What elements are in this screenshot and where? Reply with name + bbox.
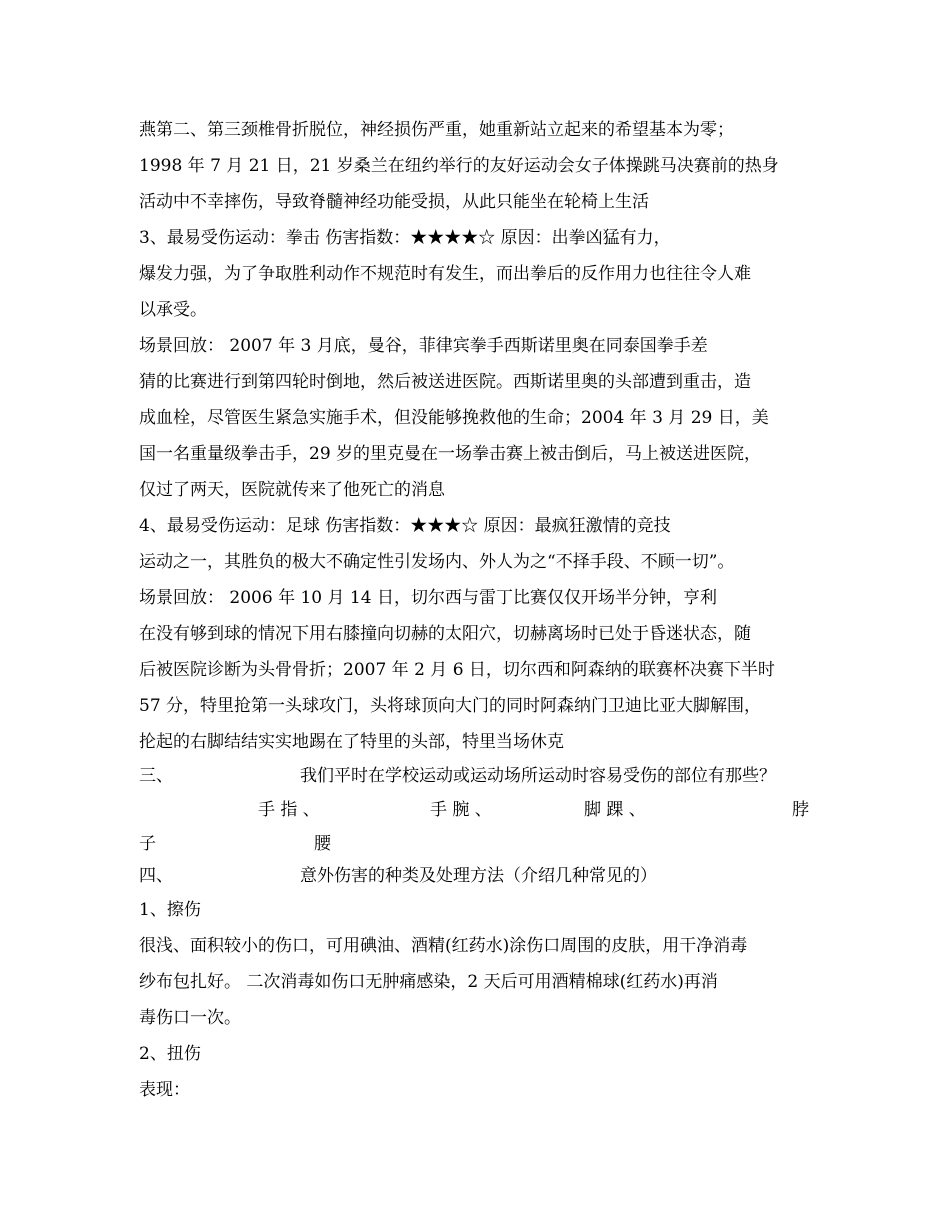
body-part-neck-start: 脖 xyxy=(792,800,809,820)
text-line: 成血栓，尽管医生紧急实施手术，但没能够挽救他的生命；2004 年 3 月 29 日，美 xyxy=(139,408,769,428)
text-line: 猜的比赛进行到第四轮时倒地，然后被送进医院。西斯诺里奥的头部遭到重击，造 xyxy=(139,372,751,392)
text-line: 3、最易受伤运动：拳击 伤害指数：★★★★☆ 原因：出拳凶猛有力， xyxy=(139,228,671,248)
text-line: 燕第二、第三颈椎骨折脱位，神经损伤严重，她重新站立起来的希望基本为零； xyxy=(139,120,734,140)
text-line: 2、扭伤 xyxy=(139,1044,201,1064)
text-line: 表现： xyxy=(139,1080,190,1100)
text-line: 毒伤口一次。 xyxy=(139,1008,241,1028)
body-part-waist: 腰 xyxy=(314,834,331,854)
text-line: 纱布包扎好。 二次消毒如伤口无肿痛感染，2 天后可用酒精棉球(红药水)再消 xyxy=(139,972,718,992)
text-line: 场景回放： 2007 年 3 月底，曼谷，菲律宾拳手西斯诺里奥在同泰国拳手差 xyxy=(139,336,708,356)
text-line: 场景回放： 2006 年 10 月 14 日，切尔西与雷丁比赛仅仅开场半分钟，亨利 xyxy=(139,588,717,608)
text-line: 国一名重量级拳击手，29 岁的里克曼在一场拳击赛上被击倒后，马上被送进医院， xyxy=(139,444,762,464)
text-line: 抡起的右脚结结实实地踢在了特里的头部，特里当场休克 xyxy=(139,732,564,752)
body-part-wrist: 手 腕 、 xyxy=(430,800,492,820)
section-four-title: 意外伤害的种类及处理方法（介绍几种常见的） xyxy=(300,866,657,886)
body-part-finger: 手 指 、 xyxy=(258,800,320,820)
section-four-number: 四、 xyxy=(139,866,173,886)
text-line: 仅过了两天，医院就传来了他死亡的消息 xyxy=(139,480,445,500)
body-part-ankle: 脚 踝 、 xyxy=(584,800,646,820)
body-part-neck-end: 子 xyxy=(139,834,156,854)
text-line: 后被医院诊断为头骨骨折；2007 年 2 月 6 日，切尔西和阿森纳的联赛杯决赛下半时 xyxy=(139,660,775,680)
text-line: 在没有够到球的情况下用右膝撞向切赫的太阳穴，切赫离场时已处于昏迷状态，随 xyxy=(139,624,751,644)
text-line: 以承受。 xyxy=(139,300,207,320)
text-line: 1998 年 7 月 21 日，21 岁桑兰在纽约举行的友好运动会女子体操跳马决赛前的热身 xyxy=(139,156,779,176)
text-line: 很浅、面积较小的伤口，可用碘油、酒精(红药水)涂伤口周围的皮肤，用干净消毒 xyxy=(139,936,748,956)
section-three-question: 我们平时在学校运动或运动场所运动时容易受伤的部位有那些？ xyxy=(300,766,776,786)
text-line: 1、擦伤 xyxy=(139,900,201,920)
text-line: 4、最易受伤运动：足球 伤害指数：★★★☆ 原因：最疯狂激情的竞技 xyxy=(139,516,671,536)
text-line: 运动之一，其胜负的极大不确定性引发场内、外人为之“不择手段、不顾一切”。 xyxy=(139,552,735,572)
text-line: 活动中不幸摔伤，导致脊髓神经功能受损，从此只能坐在轮椅上生活 xyxy=(139,192,649,212)
section-three-number: 三、 xyxy=(139,766,173,786)
text-line: 爆发力强，为了争取胜利动作不规范时有发生，而出拳后的反作用力也往往令人难 xyxy=(139,264,751,284)
text-line: 57 分，特里抢第一头球攻门，头将球顶向大门的同时阿森纳门卫迪比亚大脚解围， xyxy=(139,696,762,716)
